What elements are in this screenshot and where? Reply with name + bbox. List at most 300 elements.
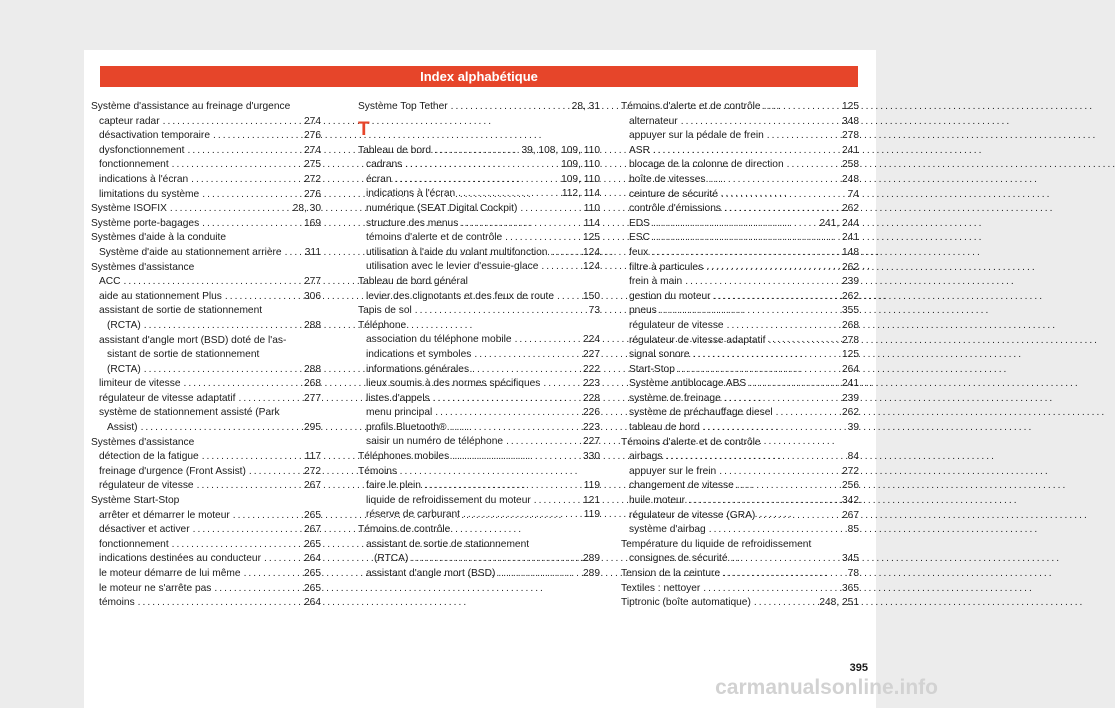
index-subentry bbox=[621, 450, 859, 465]
entry-page-ref: 110 bbox=[583, 202, 600, 214]
entry-page-ref: 348 bbox=[842, 115, 859, 127]
entry-term: consignes de sécurité bbox=[629, 553, 728, 565]
index-subentry bbox=[621, 421, 859, 436]
entry-page-ref: 268 bbox=[842, 319, 859, 331]
index-subentry bbox=[91, 421, 321, 436]
index-subentry bbox=[91, 115, 321, 130]
entry-term: limitations du système bbox=[99, 188, 200, 200]
entry-term: Système d'aide au stationnement arrière bbox=[99, 246, 282, 258]
entry-term: contrôle d'émissions bbox=[629, 203, 721, 215]
leader-dots bbox=[731, 552, 839, 567]
index-page bbox=[84, 50, 876, 708]
entry-term: Témoins d'alerte et de contrôle bbox=[621, 436, 761, 448]
entry-term: écran bbox=[366, 173, 392, 185]
leader-dots bbox=[214, 582, 301, 597]
entry-term: régulateur de vitesse adaptatif bbox=[629, 334, 766, 346]
page-title: Index alphabétique bbox=[420, 69, 538, 84]
leader-dots bbox=[543, 377, 580, 392]
index-subentry bbox=[621, 509, 859, 524]
entry-term: pneus bbox=[629, 305, 657, 317]
leader-dots bbox=[141, 421, 301, 436]
index-subentry bbox=[358, 435, 600, 450]
entry-page-ref: 119 bbox=[583, 480, 600, 492]
entry-page-ref: 124 bbox=[583, 246, 600, 258]
index-entry bbox=[91, 100, 321, 115]
entry-page-ref: 264 bbox=[304, 597, 321, 609]
leader-dots bbox=[264, 552, 301, 567]
leader-dots bbox=[163, 115, 301, 130]
leader-dots bbox=[458, 187, 559, 202]
entry-term: système de freinage bbox=[629, 392, 721, 404]
index-subentry bbox=[621, 231, 859, 246]
entry-term: Assist) bbox=[107, 422, 138, 434]
index-subentry bbox=[621, 188, 859, 203]
entry-term: indications à l'écran bbox=[366, 188, 456, 200]
leader-dots bbox=[515, 333, 580, 348]
leader-dots bbox=[505, 231, 580, 246]
leader-dots bbox=[472, 363, 580, 378]
index-subentry bbox=[91, 363, 321, 378]
index-subentry bbox=[358, 348, 600, 363]
index-subentry bbox=[621, 552, 859, 567]
leader-dots bbox=[787, 158, 839, 173]
entry-term: assistant d'angle mort (BSD) doté de l'as- bbox=[99, 334, 287, 346]
entry-page-ref: 295 bbox=[304, 422, 321, 434]
entry-page-ref: 276 bbox=[304, 130, 321, 142]
leader-dots bbox=[170, 202, 290, 217]
entry-term: alternateur bbox=[629, 115, 678, 127]
index-subentry bbox=[621, 275, 859, 290]
entry-term: assistant d'angle mort (BSD) bbox=[366, 567, 496, 579]
entry-page-ref: 28, 31 bbox=[571, 101, 600, 112]
entry-term: numérique (SEAT Digital Cockpit) bbox=[366, 202, 518, 214]
index-subentry bbox=[358, 217, 600, 232]
entry-term: listes d'appels bbox=[366, 392, 430, 404]
entry-term: airbags bbox=[629, 451, 663, 463]
index-subentry bbox=[91, 552, 321, 567]
entry-term: Tapis de sol bbox=[358, 305, 412, 317]
index-entry bbox=[621, 567, 859, 582]
entry-term: Système Start-Stop bbox=[91, 495, 180, 507]
leader-dots bbox=[723, 567, 845, 582]
entry-page-ref: 227 bbox=[583, 436, 600, 448]
entry-page-ref: 226 bbox=[583, 407, 600, 419]
entry-page-ref: 39 bbox=[847, 422, 859, 434]
leader-dots bbox=[709, 523, 845, 538]
entry-page-ref: 124 bbox=[583, 261, 600, 273]
leader-dots bbox=[721, 188, 845, 203]
entry-term: détection de la fatigue bbox=[99, 451, 199, 463]
entry-page-ref: 267 bbox=[304, 524, 321, 536]
entry-term: ACC bbox=[99, 276, 121, 288]
entry-term: assistant de sortie de stationnement bbox=[99, 305, 263, 317]
leader-dots bbox=[681, 115, 839, 130]
leader-dots bbox=[202, 217, 301, 232]
entry-page-ref: 276 bbox=[304, 188, 321, 200]
index-subentry bbox=[621, 319, 859, 334]
entry-page-ref: 39, 108, 109, 110 bbox=[521, 144, 600, 156]
entry-term: arrêter et démarrer le moteur bbox=[99, 509, 230, 521]
index-subentry bbox=[91, 275, 321, 290]
entry-term: (RCTA) bbox=[107, 319, 141, 331]
entry-term: profils Bluetooth® bbox=[366, 421, 447, 433]
leader-dots bbox=[534, 494, 580, 509]
index-subentry bbox=[621, 261, 859, 276]
page-header bbox=[100, 66, 858, 87]
index-subentry bbox=[358, 479, 600, 494]
entry-page-ref: 288 bbox=[304, 363, 321, 375]
index-subentry bbox=[621, 479, 859, 494]
index-subentry bbox=[621, 363, 859, 378]
entry-page-ref: 306 bbox=[304, 290, 321, 302]
leader-dots bbox=[188, 144, 301, 159]
entry-term: ESC bbox=[629, 232, 650, 244]
entry-page-ref: 342 bbox=[842, 495, 859, 507]
index-entry bbox=[358, 450, 600, 465]
index-subentry bbox=[358, 246, 600, 261]
entry-page-ref: 365 bbox=[842, 582, 859, 594]
leader-dots bbox=[764, 100, 839, 115]
entry-page-ref: 268 bbox=[304, 378, 321, 390]
entry-term: témoins bbox=[99, 597, 135, 609]
entry-term: aide au stationnement Plus bbox=[99, 290, 222, 302]
index-subentry bbox=[358, 392, 600, 407]
index-subentry bbox=[91, 304, 321, 319]
entry-term: indications destinées au conducteur bbox=[99, 553, 261, 565]
entry-page-ref: 355 bbox=[842, 305, 859, 317]
entry-page-ref: 241 bbox=[842, 144, 859, 156]
index-subentry bbox=[91, 173, 321, 188]
leader-dots bbox=[541, 260, 580, 275]
index-subentry bbox=[91, 567, 321, 582]
leader-dots bbox=[706, 261, 839, 276]
entry-term: système d'airbag bbox=[629, 524, 706, 536]
entry-page-ref: 264 bbox=[304, 553, 321, 565]
entry-page-ref: 265 bbox=[304, 509, 321, 521]
index-entry bbox=[91, 217, 321, 232]
entry-term: utilisation avec le levier d'essuie-glace bbox=[366, 261, 539, 273]
leader-dots bbox=[474, 348, 580, 363]
index-subentry bbox=[91, 538, 321, 553]
index-subentry bbox=[358, 406, 600, 421]
entry-term: Téléphones mobiles bbox=[358, 451, 450, 463]
index-subentry bbox=[91, 406, 321, 421]
leader-dots bbox=[550, 246, 580, 261]
page-number: 395 bbox=[842, 660, 868, 674]
index-subentry bbox=[621, 144, 859, 159]
index-subentry bbox=[358, 363, 600, 378]
entry-page-ref: 241 bbox=[842, 378, 859, 390]
entry-term: sistant de sortie de stationnement bbox=[107, 349, 260, 361]
entry-term: Start-Stop bbox=[629, 363, 675, 375]
entry-page-ref: 278 bbox=[842, 334, 859, 346]
index-subentry bbox=[621, 129, 859, 144]
leader-dots bbox=[144, 363, 301, 378]
entry-page-ref: 223 bbox=[583, 421, 600, 433]
leader-dots bbox=[703, 421, 845, 436]
entry-page-ref: 150 bbox=[583, 290, 600, 302]
entry-term: Tableau de bord général bbox=[358, 275, 468, 287]
index-subentry bbox=[91, 509, 321, 524]
leader-dots bbox=[197, 479, 301, 494]
index-entry bbox=[621, 538, 859, 553]
entry-page-ref: 274 bbox=[304, 115, 321, 127]
entry-term: limiteur de vitesse bbox=[99, 378, 181, 390]
index-entry bbox=[358, 304, 600, 319]
entry-page-ref: 78 bbox=[847, 568, 859, 579]
entry-term: assistant de sortie de stationnement bbox=[366, 538, 530, 550]
leader-dots bbox=[714, 290, 839, 305]
index-subentry bbox=[358, 290, 600, 305]
entry-term: changement de vitesse bbox=[629, 480, 734, 492]
entry-page-ref: 265 bbox=[304, 538, 321, 550]
entry-term: informations générales bbox=[366, 363, 470, 375]
leader-dots bbox=[138, 596, 301, 611]
entry-page-ref: 114 bbox=[583, 217, 600, 229]
entry-term: Système antiblocage ABS bbox=[629, 378, 747, 390]
entry-page-ref: 84 bbox=[847, 451, 859, 463]
entry-page-ref: 169 bbox=[304, 217, 321, 229]
entry-term: Système ISOFIX bbox=[91, 203, 167, 215]
entry-page-ref: 248, 251 bbox=[819, 597, 859, 609]
index-subentry bbox=[91, 450, 321, 465]
entry-page-ref: 277 bbox=[304, 276, 321, 288]
entry-term: utilisation à l'aide du volant multifonction bbox=[366, 246, 548, 258]
leader-dots bbox=[719, 465, 839, 480]
index-subentry bbox=[358, 158, 600, 173]
entry-page-ref: 223 bbox=[583, 378, 600, 390]
index-entry bbox=[621, 596, 859, 611]
entry-term: Système Top Tether bbox=[358, 101, 448, 112]
leader-dots bbox=[653, 144, 839, 159]
index-subentry bbox=[358, 231, 600, 246]
entry-term: Température du liquide de refroidissement bbox=[621, 538, 812, 550]
entry-term: Tension de la ceinture bbox=[621, 568, 721, 579]
leader-dots bbox=[191, 173, 301, 188]
leader-dots bbox=[463, 508, 581, 523]
entry-page-ref: 109, 110 bbox=[561, 159, 600, 171]
entry-page-ref: 262 bbox=[842, 203, 859, 215]
index-subentry bbox=[91, 392, 321, 407]
leader-dots bbox=[703, 582, 839, 597]
leader-dots bbox=[285, 246, 302, 261]
index-subentry bbox=[358, 494, 600, 509]
index-subentry bbox=[621, 392, 859, 407]
leader-dots bbox=[394, 173, 558, 188]
index-entry bbox=[91, 231, 321, 246]
leader-dots bbox=[172, 158, 301, 173]
entry-page-ref: 262 bbox=[842, 261, 859, 273]
leader-dots bbox=[233, 509, 301, 524]
index-subentry bbox=[91, 129, 321, 144]
index-entry bbox=[621, 582, 859, 597]
index-subentry bbox=[91, 582, 321, 597]
index-subentry bbox=[91, 465, 321, 480]
entry-page-ref: 73 bbox=[588, 305, 600, 317]
index-subentry bbox=[91, 523, 321, 538]
entry-page-ref: 258 bbox=[842, 159, 859, 171]
leader-dots bbox=[405, 158, 558, 173]
index-subentry bbox=[358, 567, 600, 582]
leader-dots bbox=[660, 304, 839, 319]
entry-page-ref: 272 bbox=[842, 465, 859, 477]
entry-page-ref: 275 bbox=[304, 159, 321, 171]
entry-term: système de préchauffage diesel bbox=[629, 407, 773, 419]
entry-term: régulateur de vitesse adaptatif bbox=[99, 392, 236, 404]
leader-dots bbox=[737, 479, 839, 494]
entry-term: Tableau de bord bbox=[358, 144, 432, 156]
leader-dots bbox=[708, 173, 839, 188]
entry-page-ref: 239 bbox=[842, 392, 859, 404]
index-entry bbox=[91, 202, 321, 217]
leader-dots bbox=[685, 275, 839, 290]
watermark: carmanualsonline.info bbox=[715, 676, 938, 699]
entry-page-ref: 109, 110 bbox=[561, 173, 600, 185]
section-letter: T bbox=[358, 118, 370, 140]
entry-term: tableau de bord bbox=[629, 422, 700, 434]
entry-term: fonctionnement bbox=[99, 538, 169, 550]
entry-term: régulateur de vitesse bbox=[99, 480, 194, 492]
entry-term: freinage d'urgence (Front Assist) bbox=[99, 465, 246, 477]
index-subentry bbox=[358, 187, 600, 202]
leader-dots bbox=[435, 406, 580, 421]
index-subentry bbox=[621, 523, 859, 538]
entry-term: signal sonore bbox=[629, 349, 690, 361]
leader-dots bbox=[724, 392, 839, 407]
leader-dots bbox=[450, 421, 580, 436]
entry-term: Systèmes d'assistance bbox=[91, 436, 195, 448]
leader-dots bbox=[758, 509, 839, 524]
index-subentry bbox=[621, 173, 859, 188]
entry-term: liquide de refroidissement du moteur bbox=[366, 494, 531, 506]
index-subentry bbox=[621, 348, 859, 363]
leader-dots bbox=[202, 450, 302, 465]
index-entry bbox=[358, 275, 600, 290]
index-entry bbox=[358, 100, 600, 115]
leader-dots bbox=[769, 334, 840, 349]
entry-term: lieux soumis à des normes spécifiques bbox=[366, 378, 541, 390]
entry-term: faire le plein bbox=[366, 480, 421, 492]
entry-term: indications à l'écran bbox=[99, 173, 189, 185]
entry-term: appuyer sur le frein bbox=[629, 465, 717, 477]
leader-dots bbox=[776, 406, 839, 421]
entry-page-ref: 121 bbox=[583, 494, 600, 506]
entry-term: (RCTA) bbox=[107, 363, 141, 375]
entry-page-ref: 262 bbox=[842, 290, 859, 302]
index-entry bbox=[621, 436, 859, 451]
index-entry bbox=[358, 144, 600, 159]
entry-term: appuyer sur la pédale de frein bbox=[629, 130, 764, 142]
index-subentry bbox=[621, 465, 859, 480]
leader-dots bbox=[184, 377, 301, 392]
index-subentry bbox=[91, 377, 321, 392]
entry-page-ref: 289 bbox=[583, 553, 600, 565]
leader-dots bbox=[411, 552, 580, 567]
leader-dots bbox=[244, 567, 301, 582]
entry-page-ref: 241, 244 bbox=[819, 217, 859, 229]
leader-dots bbox=[749, 377, 839, 392]
entry-page-ref: 264 bbox=[842, 363, 859, 375]
entry-page-ref: 224 bbox=[583, 334, 600, 346]
leader-dots bbox=[249, 465, 301, 480]
entry-term: réserve de carburant bbox=[366, 509, 461, 521]
entry-page-ref: 148 bbox=[842, 246, 859, 258]
entry-page-ref: 289 bbox=[583, 567, 600, 579]
entry-page-ref: 125 bbox=[842, 349, 859, 361]
leader-dots bbox=[653, 231, 839, 246]
index-subentry bbox=[621, 377, 859, 392]
entry-term: Système d'assistance au freinage d'urgence bbox=[91, 101, 291, 112]
entry-page-ref: 278 bbox=[842, 130, 859, 142]
index-subentry bbox=[358, 333, 600, 348]
entry-page-ref: 267 bbox=[304, 480, 321, 492]
index-subentry bbox=[358, 173, 600, 188]
entry-page-ref: 239 bbox=[842, 276, 859, 288]
leader-dots bbox=[557, 290, 580, 305]
entry-page-ref: 262 bbox=[842, 407, 859, 419]
index-subentry bbox=[621, 217, 859, 232]
entry-term: dysfonctionnement bbox=[99, 144, 185, 156]
leader-dots bbox=[144, 319, 301, 334]
index-subentry bbox=[621, 158, 859, 173]
index-subentry bbox=[358, 508, 600, 523]
leader-dots bbox=[688, 494, 839, 509]
index-subentry bbox=[91, 158, 321, 173]
entry-term: désactivation temporaire bbox=[99, 130, 210, 142]
leader-dots bbox=[202, 188, 301, 203]
leader-dots bbox=[193, 523, 301, 538]
entry-term: huile moteur bbox=[629, 495, 686, 507]
entry-term: Téléphone bbox=[358, 319, 407, 331]
entry-term: désactiver et activer bbox=[99, 524, 190, 536]
leader-dots bbox=[724, 202, 839, 217]
entry-term: ceinture de sécurité bbox=[629, 188, 718, 200]
index-subentry bbox=[91, 188, 321, 203]
leader-dots bbox=[651, 246, 839, 261]
entry-term: Témoins bbox=[358, 465, 398, 477]
index-subentry bbox=[621, 494, 859, 509]
entry-term: Système porte-bagages bbox=[91, 217, 200, 229]
leader-dots bbox=[415, 304, 586, 319]
leader-dots bbox=[239, 392, 302, 407]
leader-dots bbox=[678, 363, 839, 378]
entry-term: indications et symboles bbox=[366, 348, 472, 360]
entry-term: EDS bbox=[629, 217, 650, 229]
entry-page-ref: 311 bbox=[304, 246, 321, 258]
entry-page-ref: 248 bbox=[842, 173, 859, 185]
index-entry bbox=[91, 261, 321, 276]
entry-page-ref: 112, 114 bbox=[561, 188, 600, 200]
index-entry bbox=[358, 465, 600, 480]
index-entry bbox=[358, 523, 600, 538]
index-subentry bbox=[358, 260, 600, 275]
leader-dots bbox=[693, 348, 839, 363]
entry-page-ref: 241 bbox=[842, 232, 859, 244]
index-subentry bbox=[621, 334, 859, 349]
index-column-2 bbox=[358, 100, 600, 581]
entry-term: Textiles : nettoyer bbox=[621, 582, 701, 594]
entry-page-ref: 85 bbox=[847, 524, 859, 536]
entry-term: le moteur ne s'arrête pas bbox=[99, 582, 212, 594]
leader-dots bbox=[727, 319, 839, 334]
leader-dots bbox=[754, 596, 816, 611]
entry-page-ref: 117 bbox=[304, 451, 321, 463]
entry-term: cadrans bbox=[366, 159, 403, 171]
entry-page-ref: 125 bbox=[842, 101, 859, 112]
entry-term: ASR bbox=[629, 144, 650, 156]
leader-dots bbox=[665, 450, 844, 465]
entry-page-ref: 277 bbox=[304, 392, 321, 404]
